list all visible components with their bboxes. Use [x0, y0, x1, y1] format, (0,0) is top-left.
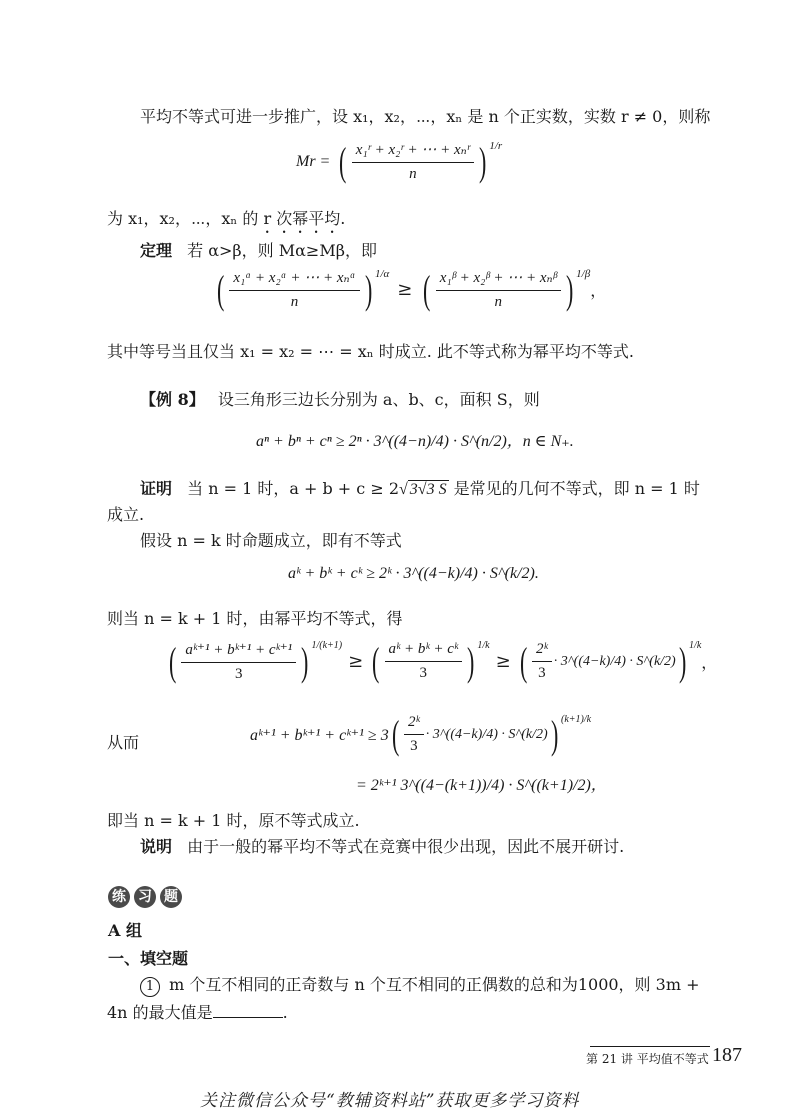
power-mean-chain-formula: ( $\frac{\text{aᵏ⁺¹ + bᵏ⁺¹ + cᵏ⁺¹}}{3}$ ) 1/(k+1) ≥ ( $\frac{\text{aᵏ + bᵏ + cᵏ}}{3}$ ) 1/k ≥ ( $\frac{\text{2ᵏ}}{3}$ · 3^((4−k)/4) · S^(k/2) ) 1/k ，	[168, 638, 718, 684]
example-label: 【例 8】	[140, 390, 205, 409]
theorem-formula: ( $\frac{\text{x₁ᵅ + x₂ᵅ + ⋯ + xₙᵅ}}{n}$ ) 1/α ≥ ( $\frac{\text{x₁ᵝ + x₂ᵝ + ⋯ + xₙᵝ}}{n}$ ) 1/β ，	[216, 266, 607, 312]
group-title: A 组	[108, 921, 142, 940]
question-1-line-2: 4n 的最大值是 .	[107, 1003, 288, 1022]
induction-hypothesis-formula: aᵏ + bᵏ + cᵏ ≥ 2ᵏ · 3^((4−k)/4) · S^(k/2).	[288, 565, 539, 582]
proof-line-1: 证明 当 n = 1 时，a + b + c ≥ 2√ 3√3 S 是常见的几何不等式，即 n = 1 时	[140, 479, 700, 498]
question-1: 1 m 个互不相同的正奇数与 n 个互不相同的正偶数的总和为1000，则 3m +	[140, 972, 699, 997]
page-number: 187	[712, 1044, 742, 1066]
exercises-heading	[108, 886, 186, 908]
hence-formula: aᵏ⁺¹ + bᵏ⁺¹ + cᵏ⁺¹ ≥ 3 ( $\frac{\text{2ᵏ}}{3}$ · 3^((4−k)/4) · S^(k/2) ) (k+1)/k	[250, 711, 592, 757]
proof-line-3: 假设 n = k 时命题成立，即有不等式	[140, 531, 402, 550]
theorem-label: 定理	[140, 241, 173, 260]
section-title: 一、填空题	[108, 949, 189, 968]
proof-line-2: 成立.	[107, 505, 145, 524]
proof-conclusion: 即当 n = k + 1 时，原不等式成立.	[107, 811, 360, 830]
result-formula: = 2ᵏ⁺¹ 3^((4−(k+1))/4) · S^((k+1)/2)，	[356, 777, 607, 794]
emphasized-term: r 次幂平均	[263, 209, 341, 228]
remark-label: 说明	[140, 837, 173, 856]
theorem-conclusion: 其中等号当且仅当 x₁ = x₂ = ⋯ = xₙ 时成立. 此不等式称为幂平均不等式.	[107, 342, 634, 361]
hence-label: 从而	[107, 733, 140, 752]
exercise-badge-1: 练	[108, 886, 130, 908]
remark: 说明 由于一般的幂平均不等式在竞赛中很少出现，因此不展开研讨.	[140, 837, 625, 856]
example-formula: aⁿ + bⁿ + cⁿ ≥ 2ⁿ · 3^((4−n)/4) · S^(n/2)，n ∈ N₊.	[256, 433, 574, 450]
definition-exponent: 1/r	[489, 140, 503, 152]
example-8-statement: 【例 8】 设三角形三边长分别为 a、b、c，面积 S，则	[140, 390, 540, 409]
proof-line-4: 则当 n = k + 1 时，由幂平均不等式，得	[107, 609, 403, 628]
exercise-badge-3: 题	[160, 886, 182, 908]
mr-symbol: Mr =	[296, 152, 331, 170]
sqrt-expression: 3√3 S	[409, 481, 447, 498]
footer-rule	[590, 1046, 710, 1047]
watermark-text: 关注微信公众号“教辅资料站”获取更多学习资料	[200, 1091, 580, 1111]
intro-line-2: 为 x₁，x₂，⋯，xₙ 的 r 次幂平均.	[107, 209, 346, 228]
theorem-rhs-numerator: x₁ᵝ + x₂ᵝ + ⋯ + xₙᵝ	[436, 268, 561, 291]
definition-numerator: x₁ʳ + x₂ʳ + ⋯ + xₙʳ	[352, 140, 474, 163]
power-mean-definition: Mr = ( $\frac{\text{x₁ʳ + x₂ʳ + ⋯ + xₙʳ}}{n}$ ) 1/r	[296, 138, 503, 184]
theorem-statement: 定理 若 α>β，则 Mα≥Mβ，即	[140, 241, 377, 260]
chapter-title: 第 21 讲 平均值不等式	[586, 1052, 709, 1066]
definition-denominator: n	[409, 166, 417, 182]
proof-label: 证明	[140, 479, 173, 498]
theorem-lhs-numerator: x₁ᵅ + x₂ᵅ + ⋯ + xₙᵅ	[229, 268, 359, 291]
question-number: 1	[140, 977, 160, 997]
intro-line-1: 平均不等式可进一步推广，设 x₁，x₂，⋯，xₙ 是 n 个正实数，实数 r ≠ 0，则称	[140, 107, 711, 126]
answer-blank	[213, 1017, 283, 1018]
exercise-badge-2: 习	[134, 886, 156, 908]
